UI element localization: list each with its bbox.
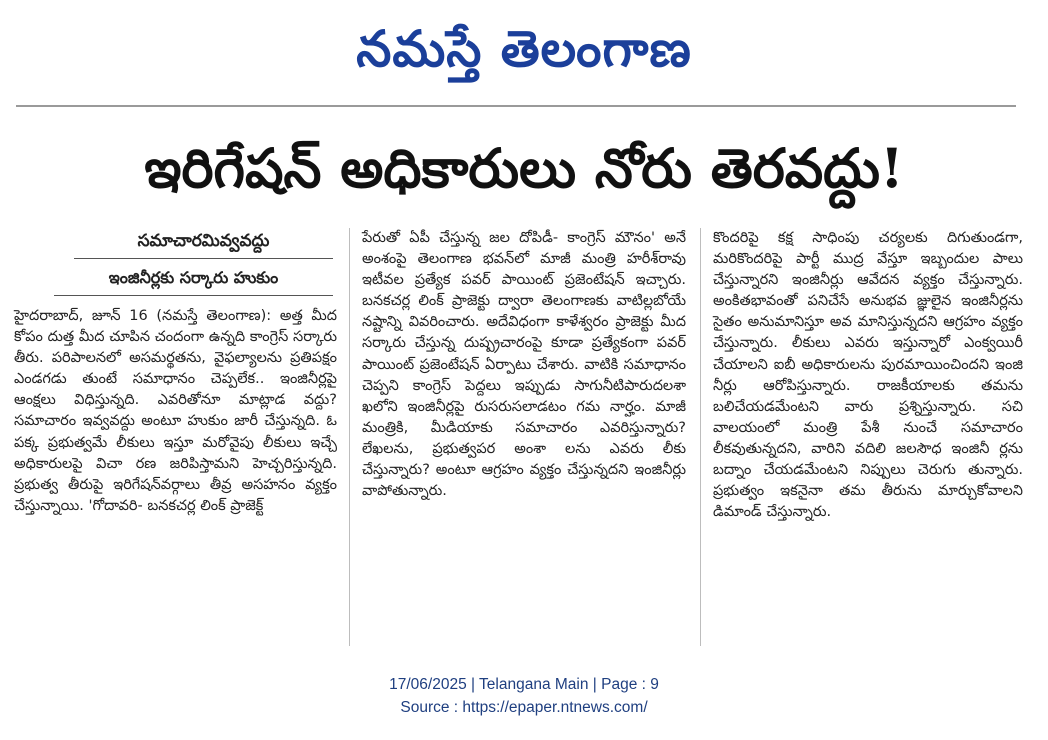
source-info: Source : https://epaper.ntnews.com/ [400, 699, 648, 716]
edition-info: 17/06/2025 | Telangana Main | Page : 9 [389, 676, 659, 693]
column-divider [349, 228, 350, 646]
article-column-3 [713, 228, 1023, 523]
article-column-2 [362, 228, 686, 502]
article-headline: ఇరిగేషన్ అధికారులు నోరు తెరవద్దు! [144, 136, 904, 200]
masthead-divider [16, 105, 1016, 107]
article-body-text: కొందరిపై కక్ష సాధింపు చర్యలకు దిగుతుండగా, మరికొందరిపై పార్టీ ముద్ర వేస్తూ ఇబ్బందుల పాలు చేస్తున్నారని ఇంజినీర్లు ఆవేదన వ్యక్తం చేస్తున్నారు. అంకితభావంతో పనిచేసే అనుభవ జ్ఞులైన ఇంజినీర్లను సైతం అనుమానిస్తూ అవ మానిస్తున్నదని ఆగ్రహం వ్యక్తం చేస్తున్నారు. లీకులు ఎవరు ఇస్తున్నారో ఎంక్వయిరీ చేయాలని ఐబీ అధికారులను పురమాయించిందని ఇంజి నీర్లు ఆరోపిస్తున్నారు. రాజకీయాలకు తమను బలిచేయడమేంటని వారు ప్రశ్నిస్తున్నారు. సచి వాలయంలో మంత్రి పేశీ నుంచే సమాచారం లీకవుతున్నదని, వారిని వదిలి జలసౌధ ఇంజినీ ర్లను బద్నాం చేయడమేంటని నిప్పులు చెరుగు తున్నారు. ప్రభుత్వం ఇకనైనా తమ తీరును మార్చుకోవాలని డిమాండ్ చేస్తున్నారు. [713, 230, 1023, 521]
article-subheading: ఇంజినీర్లకు సర్కారు హుకుం [54, 265, 333, 296]
article-body-text: పేరుతో ఏపీ చేస్తున్న జల దోపిడీ- కాంగ్రెస్ మౌనం' అనే అంశంపై తెలంగాణ భవన్‌లో మాజీ మంత్రి హరీశ్‌రావు ఇటీవల ప్రత్యేక పవర్ పాయింట్ ప్రజెంటేషన్ ఇచ్చారు. బనకచర్ల లింక్ ప్రాజెక్టు ద్వారా తెలంగాణకు వాటిల్లబోయే నష్టాన్ని వివరించారు. అదేవిధంగా కాళేశ్వరం ప్రాజెక్టు మీద సర్కారు చేస్తున్న దుష్ప్రచారంపై కూడా ప్రత్యేకంగా పవర్ పాయింట్ ప్రజెంటేషన్ ఏర్పాటు చేశారు. వాటికి సమాధానం చెప్పని కాంగ్రెస్ పెద్దలు ఇప్పుడు సాగునీటిపారుదలశా ఖలోని ఇంజినీర్లపై రుసరుసలాడటం గమ నార్హం. మాజీ మంత్రికి, మీడియాకు సమాచారం ఎవరిస్తున్నారు? లేఖలను, ప్రభుత్వపర అంశా లను ఎవరు లీకు చేస్తున్నారు? అంటూ ఆగ్రహం వ్యక్తం చేస్తున్నదని ఇంజినీర్లు వాపోతున్నారు. [362, 230, 686, 500]
article-body-text: హైదరాబాద్, జూన్ 16 (నమస్తే తెలంగాణ): అత్త మీద కోపం దుత్త మీద చూపిన చందంగా ఉన్నది కాంగ్రెస్ సర్కారు తీరు. పరిపాలనలో అసమర్థతను, వైఫల్యాలను ప్రతిపక్షం ఎండగడు తుంటే సమాధానం చెప్పలేక.. ఇంజినీర్లపై ఆంక్షలు విధిస్తున్నది. ఎవరితోనూ మాట్లాడ వద్దు? సమాచారం ఇవ్వవద్దు అంటూ హుకుం జారీ చేస్తున్నది. ఓ పక్క ప్రభుత్వమే లీకులు ఇస్తూ మరోవైపు లీకులు ఇచ్చే అధికారులపై విచా రణ జరిపిస్తామని హెచ్చరిస్తున్నది. ప్రభుత్వ తీరుపై ఇరిగేషన్‌వర్గాలు తీవ్ర అసహనం వ్యక్తం చేస్తున్నాయి. 'గోదావరి- బనకచర్ల లింక్ ప్రాజెక్ట్ [14, 308, 337, 514]
column-divider [700, 228, 701, 646]
article-subheading: సమాచారమివ్వవద్దు [74, 228, 333, 259]
newspaper-masthead: నమస్తే తెలంగాణ [356, 19, 692, 78]
article-column-1 [14, 228, 337, 517]
